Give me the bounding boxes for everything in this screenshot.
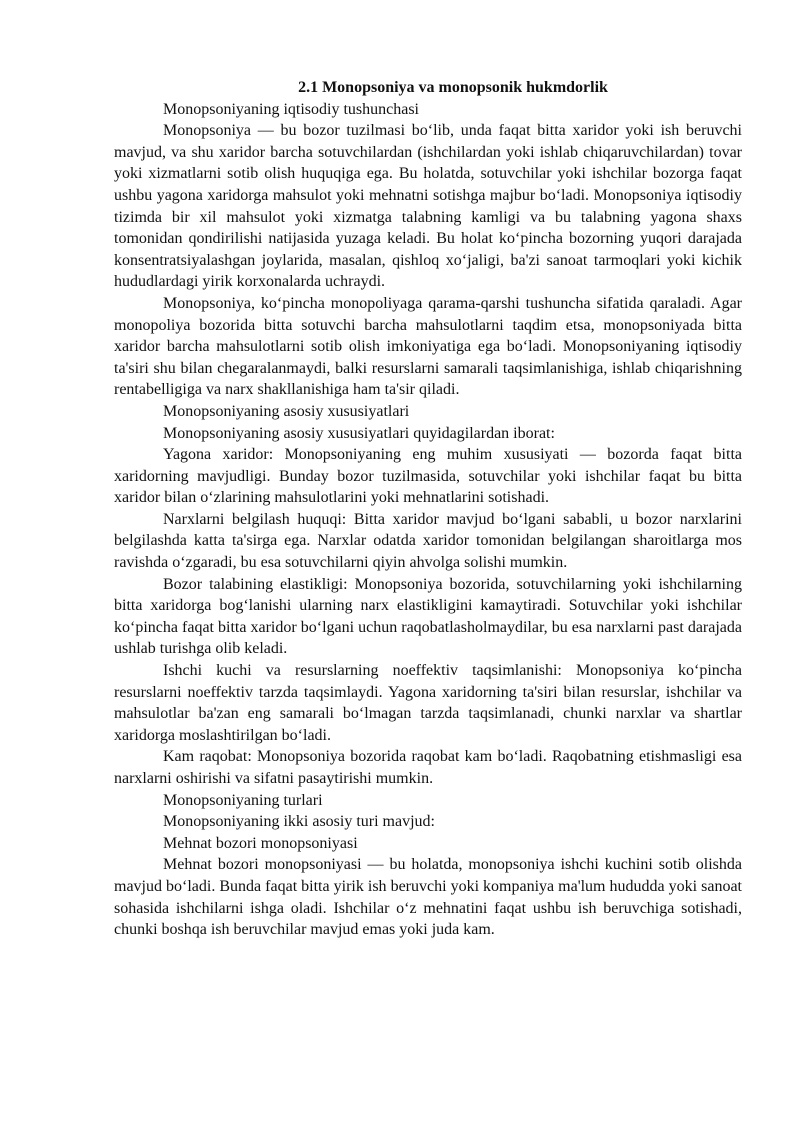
subheading: Monopsoniyaning turlari: [163, 791, 323, 809]
section-title: 2.1 Monopsoniya va monopsonik hukmdorlik: [298, 79, 608, 96]
document-page: [114, 77, 742, 941]
intro-line: Monopsoniyaning ikki asosiy turi mavjud:: [163, 813, 435, 831]
subheading: Monopsoniyaning iqtisodiy tushunchasi: [163, 100, 419, 118]
paragraph: Monopsoniya — bu bozor tuzilmasi bo‘lib, unda faqat bitta xaridor yoki ish beruvchi mavjud, va shu xaridor barcha sotuvchilardan (ishchilardan yoki ishlab chiqaruvchilardan) tovar yoki xizmatlarni sotib olish huquqiga ega. Bu holatda, sotuvchilar yoki ishchilar bozorga faqat ushbu yagona xaridorga mahsulot yoki mehnatni sotishga majbur bo‘ladi. Monopsoniya iqtisodiy tizimda bir xil mahsulot yoki xizmatga talabning kamligi va bu talabning yagona shaxs tomonidan qondirilishi natijasida yuzaga keladi. Bu holat ko‘pincha bozorning yuqori darajada konsentratsiyalashgan joylarida, masalan, qishloq xo‘jaligi, ba'zi sanoat tarmoqlari yoki kichik hududlardagi yirik korxonalarda uchraydi.: [114, 122, 742, 291]
intro-line: Monopsoniyaning asosiy xususiyatlari quyidagilardan iborat:: [163, 424, 555, 442]
paragraph: Yagona xaridor: Monopsoniyaning eng muhim xususiyati — bozorda faqat bitta xaridorning mavjudligi. Bunday bozor tuzilmasida, sotuvchilar yoki ishchilar faqat bu bitta xaridor bilan o‘zlarining mahsulotlarini yoki mehnatlarini sotishadi.: [114, 446, 742, 507]
paragraph: Kam raqobat: Monopsoniya bozorida raqobat kam bo‘ladi. Raqobatning etishmasligi esa narxlarni oshirishi va sifatni pasaytirishi mumkin.: [114, 748, 742, 787]
paragraph: Monopsoniya, ko‘pincha monopoliyaga qarama-qarshi tushuncha sifatida qaraladi. Agar monopoliya bozorida bitta sotuvchi barcha mahsulotlarni taqdim etsa, monopsoniyada bitta xaridor barcha mahsulotlarni sotib olish imkoniyatiga ega bo‘ladi. Monopsoniyaning iqtisodiy ta'siri shu bilan chegaralanmaydi, balki resurslarni samarali taqsimlanishiga, ishlab chiqarishning rentabelligiga va narx shakllanishiga ham ta'sir qiladi.: [114, 294, 742, 399]
paragraph: Mehnat bozori monopsoniyasi — bu holatda, monopsoniya ishchi kuchini sotib olishda mavjud bo‘ladi. Bunda faqat bitta yirik ish beruvchi yoki kompaniya ma'lum hududda yoki sanoat sohasida ishchilarni ishga oladi. Ishchilar o‘z mehnatini faqat ushbu ish beruvchiga sotishadi, chunki boshqa ish beruvchilar mavjud emas yoki juda kam.: [114, 856, 742, 939]
subheading: Mehnat bozori monopsoniyasi: [163, 834, 358, 852]
document-body: [114, 99, 742, 941]
subheading: Monopsoniyaning asosiy xususiyatlari: [163, 402, 410, 420]
paragraph: Bozor talabining elastikligi: Monopsoniya bozorida, sotuvchilarning yoki ishchilarning bitta xaridorga bog‘lanishi ularning narx elastikligini kamaytiradi. Sotuvchilar yoki ishchilar ko‘pincha faqat bitta xaridor bo‘lgani uchun raqobatlasholmaydilar, bu esa narxlarni past darajada ushlab turishga olib keladi.: [114, 575, 742, 658]
paragraph: Ishchi kuchi va resurslarning noeffektiv taqsimlanishi: Monopsoniya ko‘pincha resurslarni noeffektiv tarzda taqsimlaydi. Yagona xaridorning ta'siri bilan resurslar, ishchilar va mahsulotlar ba'zan eng samarali bo‘lmagan tarzda taqsimlanadi, chunki narxlar va shartlar xaridorga moslashtirilgan bo‘ladi.: [114, 662, 742, 744]
paragraph: Narxlarni belgilash huquqi: Bitta xaridor mavjud bo‘lgani sababli, u bozor narxlarini belgilashda katta ta'sirga ega. Narxlar odatda xaridor tomonidan belgilangan sharoitlarga mos ravishda o‘zgaradi, bu esa sotuvchilarni qiyin ahvolga solishi mumkin.: [114, 510, 742, 572]
